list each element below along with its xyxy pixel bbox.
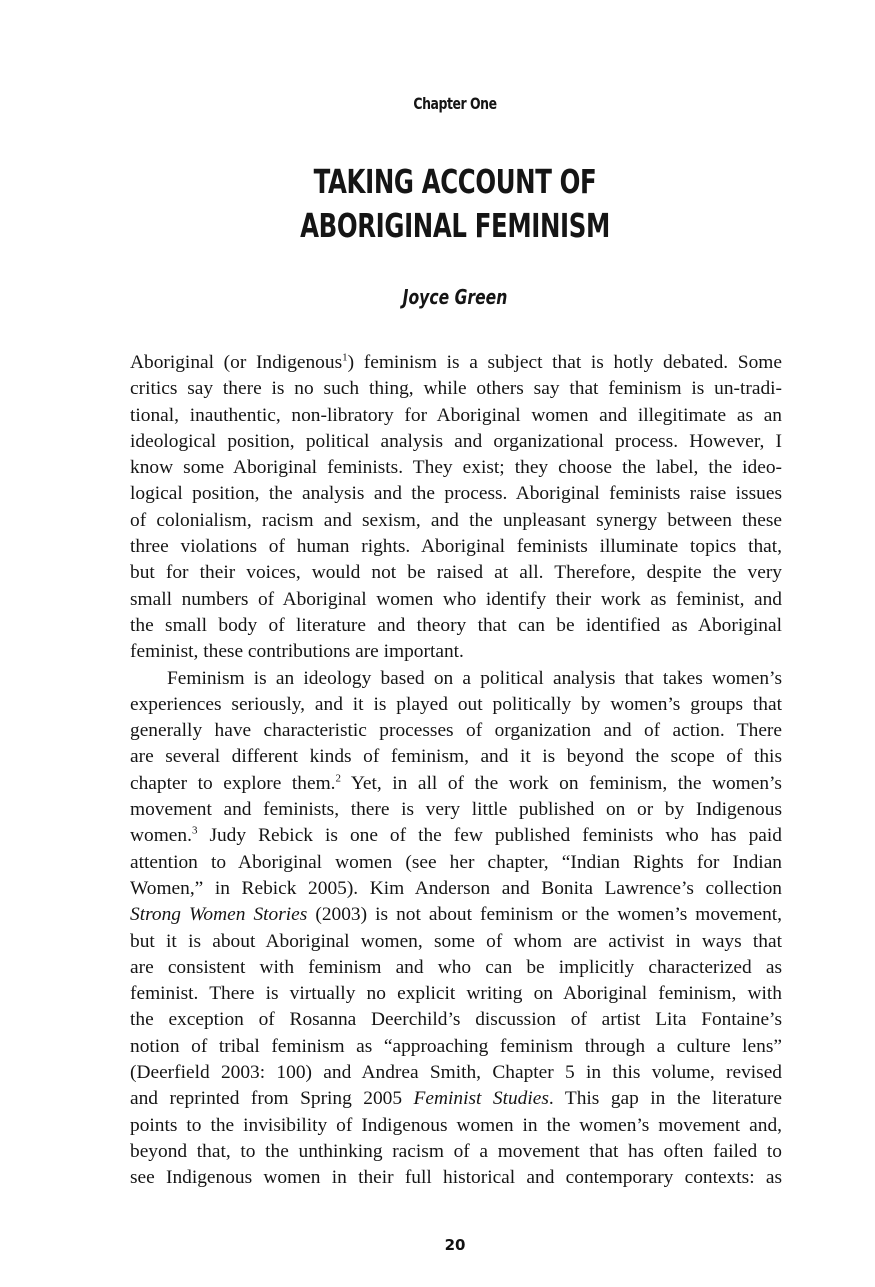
text-line: notion of tribal feminism as “approaching feminism through a culture lens”	[130, 1035, 782, 1057]
text-line: the small body of literature and theory that can be identified as Aboriginal	[130, 614, 782, 636]
journal-title: Feminist Studies	[413, 1088, 549, 1110]
text-line: ideological position, political analysis and organizational process. However, I	[130, 430, 782, 452]
text-line: women.$^3$ Judy Rebick is one of the few published feminists who has paid	[130, 824, 782, 847]
footnote-ref: 1	[342, 351, 348, 364]
text-line: but it is about Aboriginal women, some of whom are activist in ways that	[130, 930, 782, 952]
text-line: chapter to explore them.$^2$ Yet, in all of the work on feminism, the women’s	[130, 772, 782, 794]
text-line: Aboriginal (or Indigenous$^1$) feminism is a subject that is hotly debated. Some	[130, 351, 782, 373]
text-line: see Indigenous women in their full historical and contemporary contexts: as	[130, 1167, 782, 1189]
text-line: attention to Aboriginal women (see her chapter, “Indian Rights for Indian	[130, 851, 782, 873]
chapter-label: Chapter One	[413, 94, 497, 113]
footnote-ref: 2	[335, 772, 342, 785]
text-line: movement and feminists, there is very little published on or by Indigenous	[130, 799, 782, 821]
text-line: of colonialism, racism and sexism, and the unpleasant synergy between these	[130, 509, 782, 531]
text-line: feminist, these contributions are important.	[130, 641, 464, 663]
text-line: logical position, the analysis and the process. Aboriginal feminists raise issues	[130, 483, 782, 505]
text-line: know some Aboriginal feminists. They exist; they choose the label, the ideo-	[130, 457, 782, 479]
text-line: small numbers of Aboriginal women who identify their work as feminist, and	[130, 588, 782, 610]
text-line: Feminism is an ideology based on a political analysis that takes women’s	[167, 667, 782, 689]
text-line: tional, inauthentic, non-libratory for Aboriginal women and illegitimate as an	[130, 404, 782, 426]
book-title: Strong Women Stories	[130, 904, 308, 926]
text-line: but for their voices, would not be raised at all. Therefore, despite the very	[130, 562, 782, 584]
text-line: experiences seriously, and it is played out politically by women’s groups that	[130, 693, 782, 715]
text-line: feminist. There is virtually no explicit writing on Aboriginal feminism, with	[130, 983, 782, 1005]
text-line: three violations of human rights. Aboriginal feminists illuminate topics that,	[130, 536, 782, 558]
text-line: beyond that, to the unthinking racism of a movement that has often failed to	[130, 1140, 782, 1162]
chapter-title-line-2: ABORIGINAL FEMINISM	[300, 206, 610, 245]
page-number: 20	[444, 1236, 466, 1254]
author-name: Joyce Green	[402, 285, 508, 309]
text-line: the exception of Rosanna Deerchild’s discussion of artist Lita Fontaine’s	[130, 1009, 782, 1031]
text-line: points to the invisibility of Indigenous women in the women’s movement and,	[130, 1114, 782, 1136]
chapter-title	[118, 160, 791, 248]
body-text	[130, 350, 782, 1192]
text-line: are consistent with feminism and who can be implicitly characterized as	[130, 956, 782, 978]
text-line: critics say there is no such thing, while others say that feminism is un-tradi-	[130, 378, 782, 400]
text-line: and reprinted from Spring 2005 Feminist Studies. This gap in the literature	[130, 1088, 782, 1110]
text-line: Strong Women Stories (2003) is not about feminism or the women’s movement,	[130, 904, 782, 926]
footnote-ref: 3	[191, 824, 198, 837]
chapter-title-line-1: TAKING ACCOUNT OF	[313, 162, 597, 201]
text-line: are several different kinds of feminism, and it is beyond the scope of this	[130, 746, 782, 768]
text-line: Women,” in Rebick 2005). Kim Anderson and Bonita Lawrence’s collection	[130, 877, 782, 899]
text-line: generally have characteristic processes of organization and of action. There	[130, 720, 782, 742]
text-line: (Deerfield 2003: 100) and Andrea Smith, Chapter 5 in this volume, revised	[130, 1062, 782, 1084]
